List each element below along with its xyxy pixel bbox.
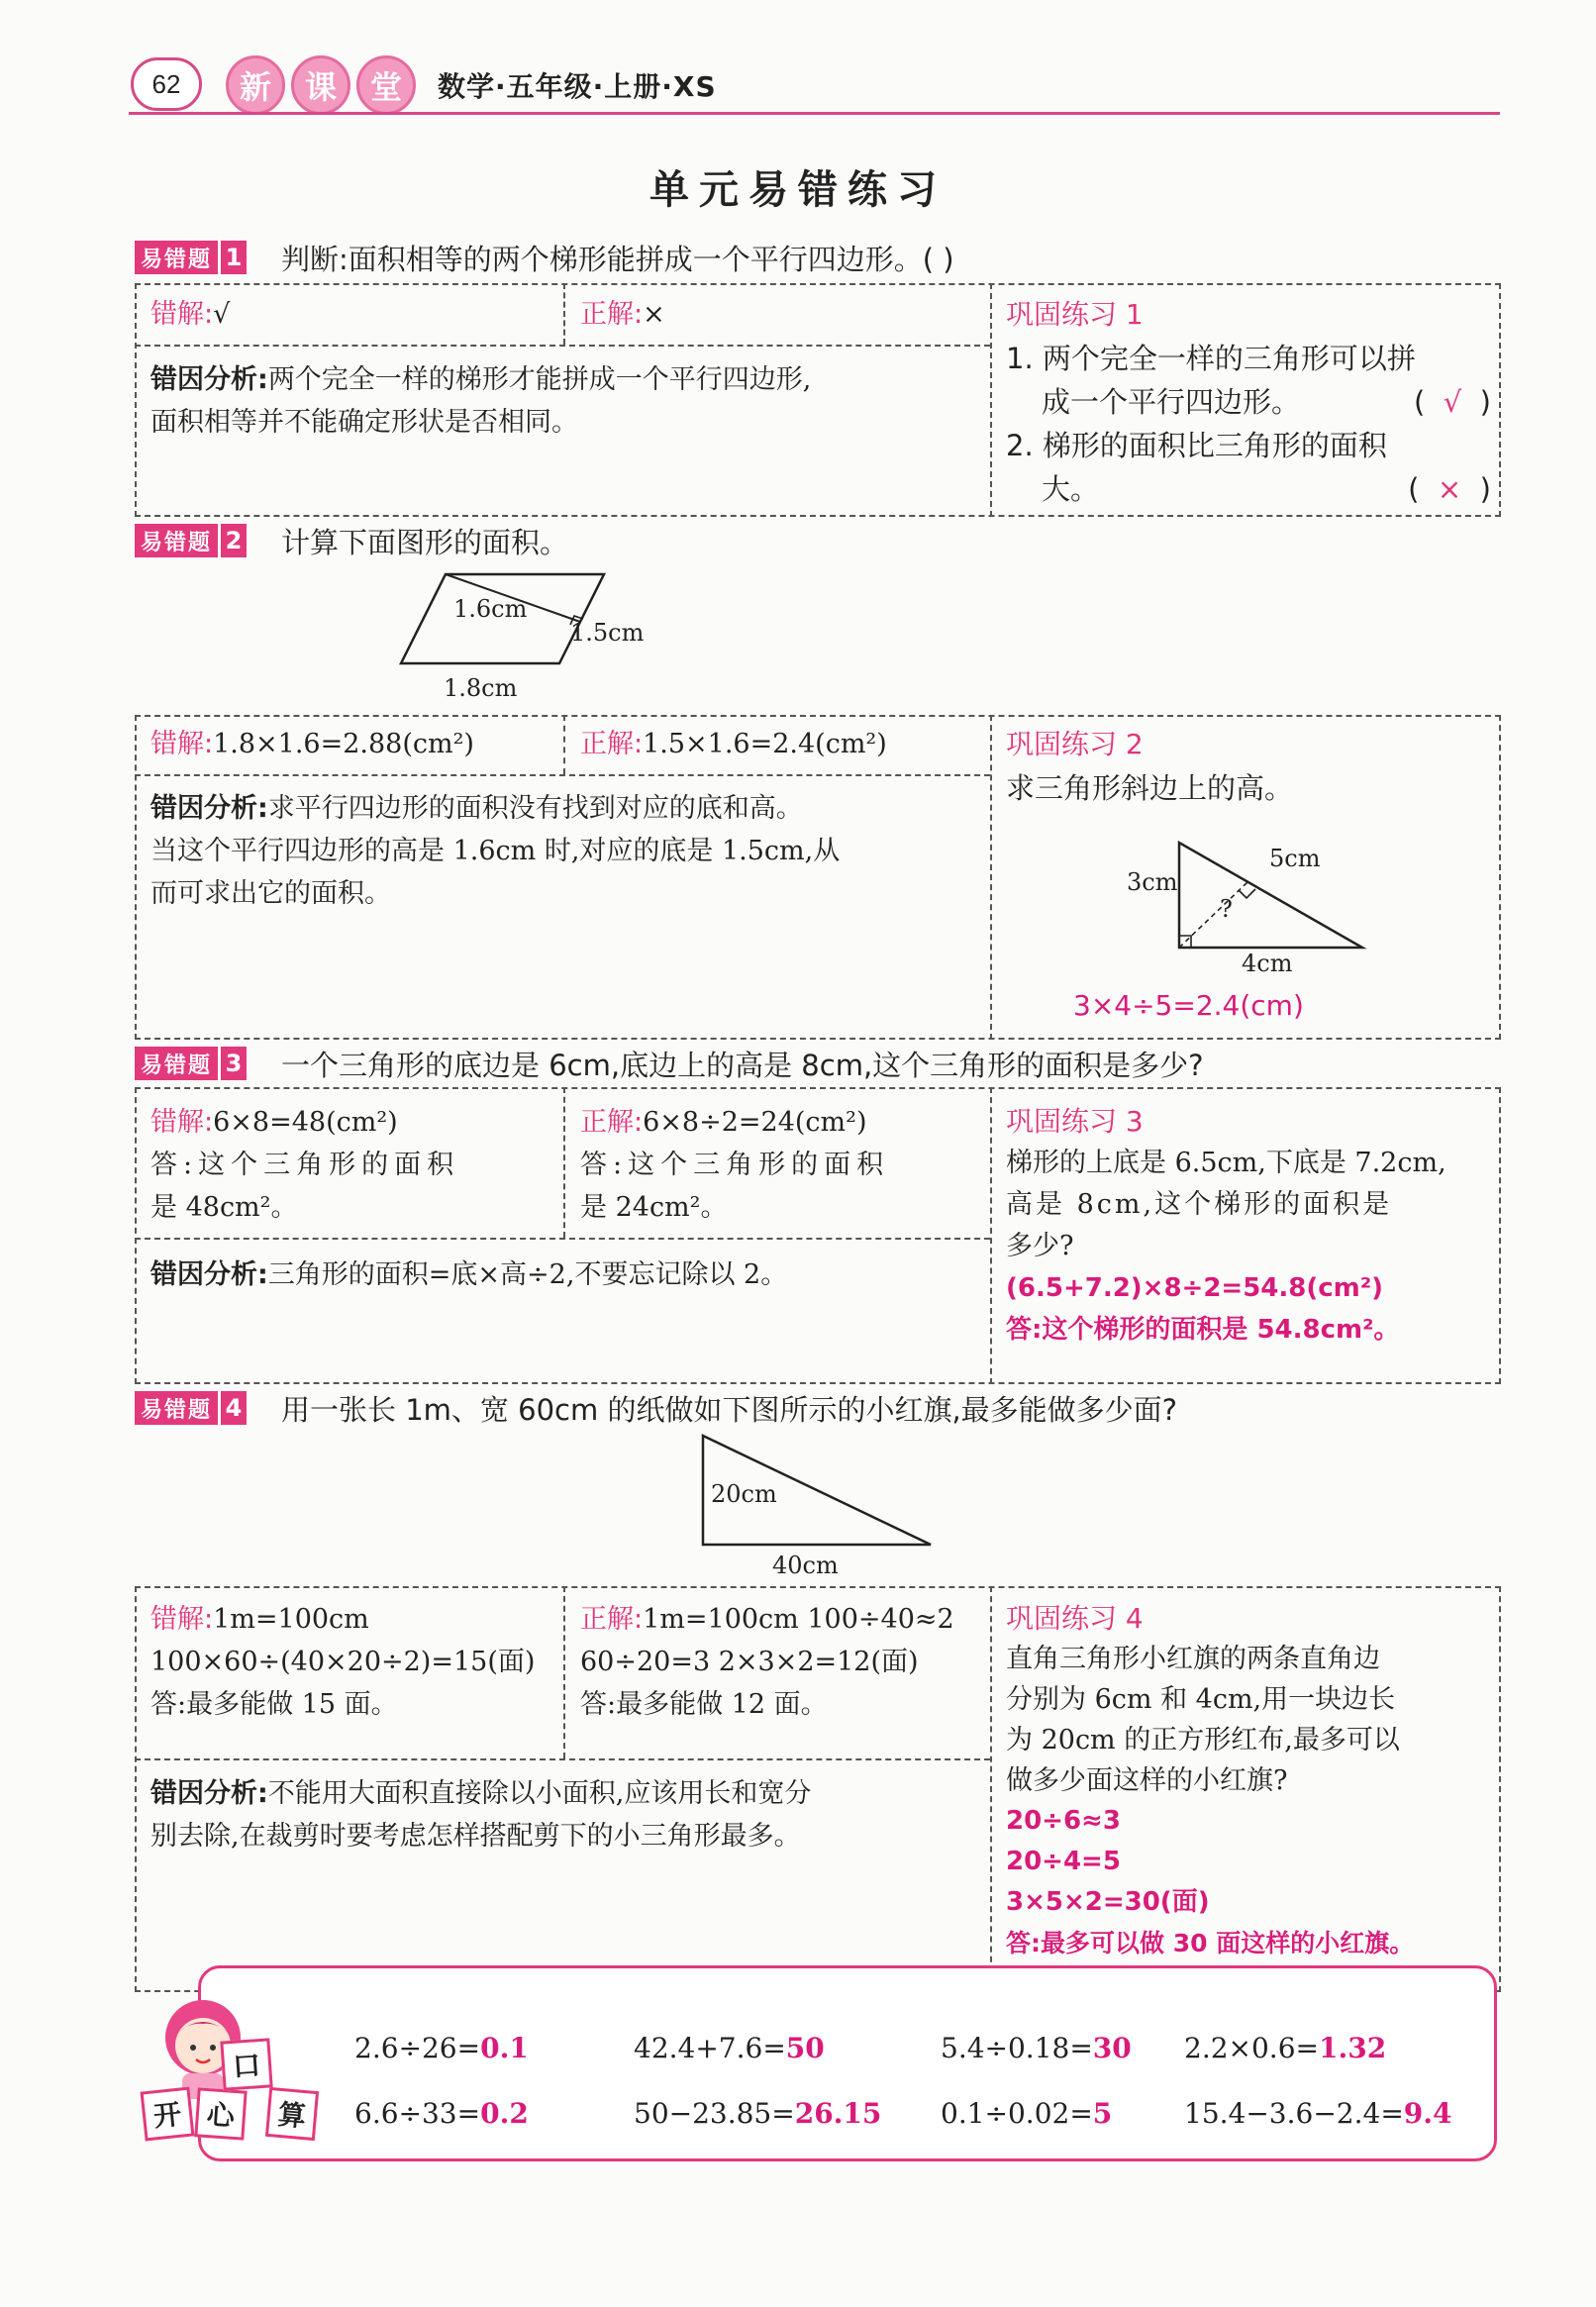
q1-p2-line1: 2. 梯形的面积比三角形的面积 [1006,429,1387,462]
q3-divider-v1 [563,1087,565,1238]
q1-tag-num: 1 [221,241,247,274]
q1-p1-answer: √ [1443,385,1462,419]
q4-right-l3: 答:最多能做 12 面。 [580,1689,828,1720]
q1-tag [135,240,247,275]
q4-fig-base-label: 40cm [772,1552,839,1579]
q1-wrong-value: √ [213,299,231,330]
q3-wrong-ans1: 答:这个三角形的面积 [150,1150,460,1180]
q4-divider [135,1758,990,1760]
q3-right-value: 6×8÷2=24(cm²) [643,1107,867,1138]
q2-tri-c-label: 5cm [1269,845,1321,872]
q2-right-label: 正解: [580,729,644,759]
q3-analysis-label: 错因分析: [150,1259,268,1290]
calc-2-answer: 50 [785,2032,825,2064]
q3-wrong-label: 错解: [150,1107,214,1138]
calc-item-7 [941,2097,1112,2130]
q3-practice-line3: 多少? [1006,1231,1074,1261]
calc-8-answer: 9.4 [1403,2097,1452,2130]
page-number: 62 [131,57,202,111]
q4-tag-label: 易错题 [135,1391,218,1425]
calc-1-expr: 2.6÷26= [354,2032,481,2064]
q3-wrong-value: 6×8=48(cm²) [213,1107,398,1138]
q2-right-value: 1.5×1.6=2.4(cm²) [643,729,887,759]
q4-right-l1: 1m=100cm 100÷40≈2 [643,1604,954,1635]
q4-fig-height-label: 20cm [711,1480,777,1508]
q3-wrong-ans2: 是 48cm²。 [150,1192,298,1223]
q3-practice-line1: 梯形的上底是 6.5cm,下底是 7.2cm, [1006,1148,1446,1178]
q2-practice-text: 求三角形斜边上的高。 [1006,771,1294,805]
q2-analysis-line3: 而可求出它的面积。 [150,878,391,909]
logo-char-1: 新 [226,55,285,115]
calc-item-2 [634,2032,825,2064]
q3-tag-num: 3 [221,1047,247,1080]
calc-item-4 [1184,2032,1386,2064]
calc-8-expr: 15.4−3.6−2.4= [1184,2097,1404,2130]
q3-divider-v2 [990,1087,992,1384]
q4-answer2: 20÷4=5 [1006,1847,1121,1876]
q3-answer1: (6.5+7.2)×8÷2=54.8(cm²) [1006,1273,1384,1303]
q3-answer2: 答:这个梯形的面积是 54.8cm²。 [1006,1315,1400,1345]
q3-divider [135,1238,990,1240]
q3-right-ans2: 是 24cm²。 [580,1192,728,1223]
calc-item-1 [354,2032,529,2064]
q4-answer1: 20÷6≈3 [1006,1806,1121,1836]
q1-question: 判断:面积相等的两个梯形能拼成一个平行四边形。( ) [281,243,954,276]
q2-analysis-label: 错因分析: [150,793,268,824]
calc-5-expr: 6.6÷33= [354,2097,481,2130]
q4-right-label: 正解: [580,1604,644,1635]
badge-char-xin: 心 [194,2087,247,2140]
q3-analysis-text: 三角形的面积=底×高÷2,不要忘记除以 2。 [267,1259,788,1290]
q1-p1-line1: 1. 两个完全一样的三角形可以拼 [1006,342,1416,375]
height-right-angle-mark [1239,889,1255,898]
calc-1-answer: 0.1 [480,2032,529,2064]
q1-right-value: × [643,299,665,330]
triangle-height-dashed [1179,882,1247,948]
calc-item-5 [354,2097,529,2130]
q1-p1-line2: 成一个平行四边形。 [1042,385,1301,419]
q2-tag-label: 易错题 [135,524,218,557]
q1-divider [135,345,990,347]
q4-practice-line4: 做多少面这样的小红旗? [1006,1765,1288,1796]
calc-3-answer: 30 [1092,2032,1132,2064]
calc-4-expr: 2.2×0.6= [1184,2032,1319,2064]
q3-practice-line2: 高是 8cm,这个梯形的面积是 [1006,1189,1393,1220]
calc-7-answer: 5 [1092,2097,1113,2130]
calc-item-3 [941,2032,1132,2064]
q2-divider-v1 [563,715,565,774]
q1-divider-v2 [990,283,992,517]
q1-right-label: 正解: [580,299,644,330]
q3-tag-label: 易错题 [135,1047,218,1080]
q4-answer4: 答:最多可以做 30 面这样的小红旗。 [1006,1929,1415,1957]
calc-4-answer: 1.32 [1318,2032,1387,2064]
q4-practice-line1: 直角三角形小红旗的两条直角边 [1006,1644,1380,1674]
q4-right-l2: 60÷20=3 2×3×2=12(面) [580,1647,919,1677]
q2-fig-base-label: 1.8cm [444,674,518,702]
q1-tag-label: 易错题 [135,241,218,274]
q4-divider-v2 [990,1586,992,1992]
q4-wrong-l1: 1m=100cm [213,1604,369,1635]
calc-item-8 [1184,2097,1452,2130]
calc-6-expr: 50−23.85= [634,2097,795,2130]
q2-question: 计算下面图形的面积。 [281,526,569,559]
q4-practice-label: 巩固练习 4 [1006,1602,1144,1635]
q4-analysis-label: 错因分析: [150,1778,268,1809]
q4-tag-num: 4 [221,1391,247,1425]
q1-wrong-label: 错解: [150,299,214,330]
q2-wrong-label: 错解: [150,729,214,759]
q2-tag [135,523,247,558]
page-title: 单元易错练习 [649,167,947,213]
q4-wrong-l2: 100×60÷(40×20÷2)=15(面) [150,1647,536,1677]
q2-tri-a-label: 3cm [1127,868,1178,896]
q1-analysis-line2: 面积相等并不能确定形状是否相同。 [150,407,578,438]
q1-analysis-label: 错因分析: [150,364,268,395]
q1-analysis-line1: 两个完全一样的梯形才能拼成一个平行四边形, [267,364,812,395]
badge-char-suan: 算 [265,2087,319,2141]
calc-5-answer: 0.2 [480,2097,529,2130]
q4-question: 用一张长 1m、宽 60cm 的纸做如下图所示的小红旗,最多能做多少面? [281,1393,1178,1427]
q4-practice-line3: 为 20cm 的正方形红布,最多可以 [1006,1725,1400,1755]
calc-2-expr: 42.4+7.6= [634,2032,786,2064]
q1-practice-label: 巩固练习 1 [1006,298,1144,331]
q3-tag [135,1046,247,1081]
calc-6-answer: 26.15 [794,2097,882,2130]
q4-divider-v1 [563,1586,565,1758]
header-rule [129,112,1500,115]
q4-analysis-line2: 别去除,在裁剪时要考虑怎样搭配剪下的小三角形最多。 [150,1821,801,1852]
q4-wrong-l3: 答:最多能做 15 面。 [150,1689,398,1720]
calc-item-6 [634,2097,881,2130]
q2-divider-v2 [990,715,992,1040]
q3-right-label: 正解: [580,1107,644,1138]
q1-p2-answer: × [1437,472,1462,506]
q3-right-ans1: 答:这个三角形的面积 [580,1150,890,1180]
q1-p2-line2: 大。 [1042,472,1100,506]
q4-tag [135,1390,247,1426]
q2-analysis-line2: 当这个平行四边形的高是 1.6cm 时,对应的底是 1.5cm,从 [150,836,841,866]
q2-answer: 3×4÷5=2.4(cm) [1073,989,1304,1022]
q2-practice-label: 巩固练习 2 [1006,728,1144,760]
q2-fig-height-label: 1.6cm [453,595,528,623]
logo-char-3: 堂 [356,55,416,115]
q2-tag-num: 2 [221,524,247,557]
q2-fig-side-label: 1.5cm [570,619,645,647]
calc-3-expr: 5.4÷0.18= [941,2032,1093,2064]
q3-practice-label: 巩固练习 3 [1006,1105,1144,1138]
q4-answer3: 3×5×2=30(面) [1006,1887,1210,1917]
q3-question: 一个三角形的底边是 6cm,底边上的高是 8cm,这个三角形的面积是多少? [281,1049,1204,1082]
logo-char-2: 课 [291,55,350,115]
q2-tri-b-label: 4cm [1242,950,1293,977]
badge-char-kou: 口 [220,2038,272,2090]
q4-analysis-line1: 不能用大面积直接除以小面积,应该用长和宽分 [267,1778,812,1809]
q4-practice-line2: 分别为 6cm 和 4cm,用一块边长 [1006,1684,1396,1715]
q2-divider [135,774,990,776]
q2-analysis-line1: 求平行四边形的面积没有找到对应的底和高。 [267,793,803,824]
q1-divider-v1 [563,283,565,345]
calc-7-expr: 0.1÷0.02= [941,2097,1093,2130]
q4-wrong-label: 错解: [150,1604,214,1635]
q2-wrong-value: 1.8×1.6=2.88(cm²) [213,729,474,759]
badge-char-kai: 开 [141,2087,195,2142]
q2-tri-q-label: ? [1220,895,1233,923]
subject-line: 数学·五年级·上册·XS [438,70,717,103]
